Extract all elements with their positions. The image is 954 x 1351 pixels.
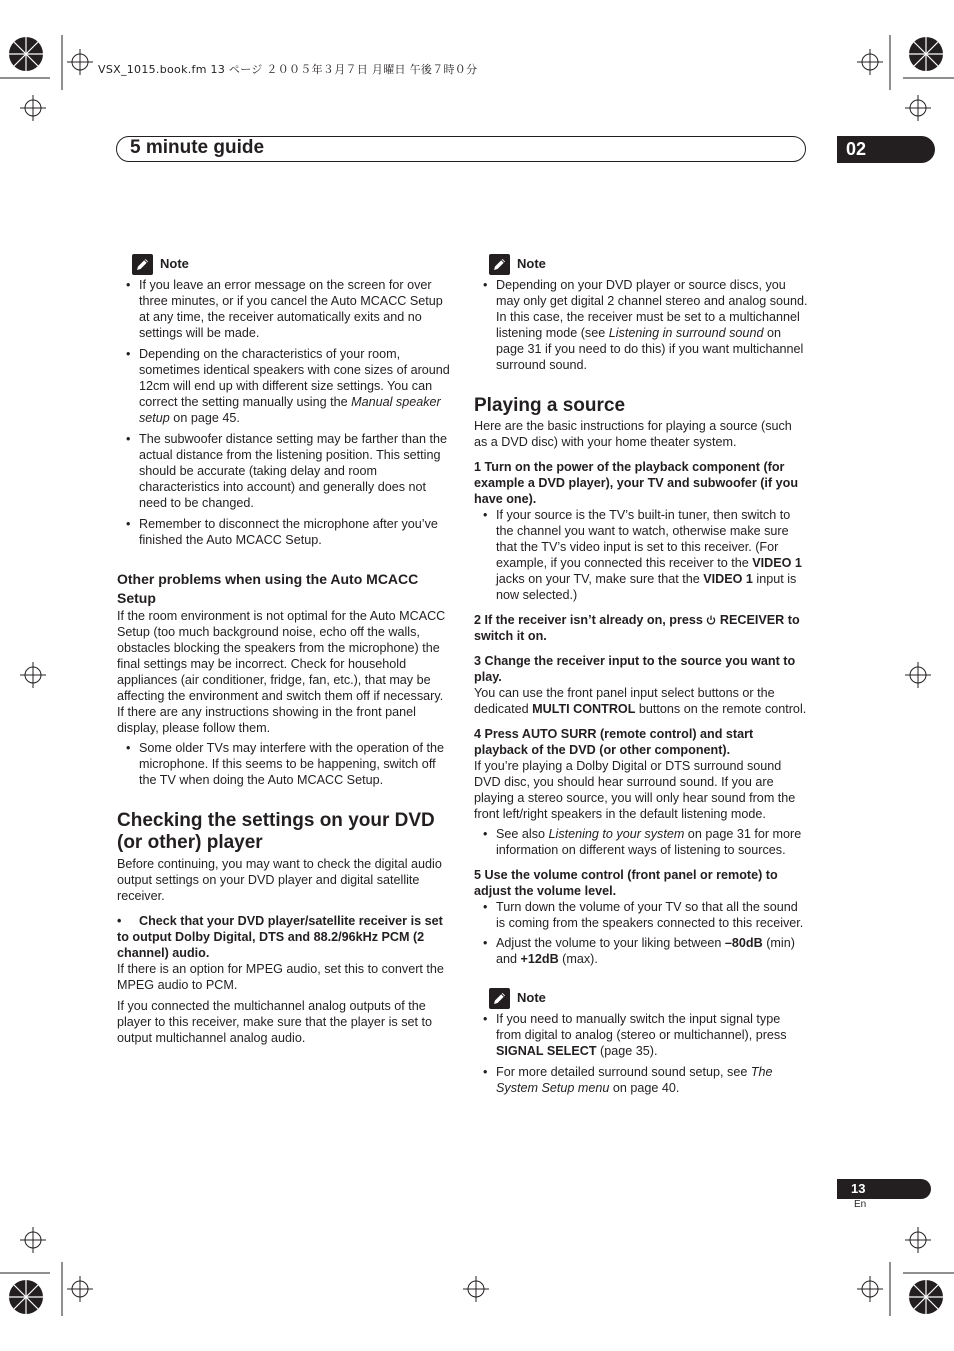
section-heading-other-problems: Other problems when using the Auto MCACC Setup bbox=[117, 571, 419, 606]
page-language: En bbox=[854, 1199, 867, 1210]
list-item: • If you leave an error message on the screen for over three minutes, or if you cancel the Auto MCACC Setup at any time, the receiver automatically exits and no settings will be made. bbox=[117, 277, 452, 341]
list-item: • Turn down the volume of your TV so that all the sound is coming from the speakers connected to this receiver. bbox=[474, 899, 808, 931]
paragraph: Here are the basic instructions for playing a source (such as a DVD disc) with your home theater system. bbox=[474, 419, 792, 449]
note-heading bbox=[132, 253, 452, 275]
pencil-icon bbox=[132, 254, 153, 275]
list-item: • If you need to manually switch the input signal type from digital to analog (stereo or multichannel), press SIGNAL SELECT (page 35). bbox=[474, 1011, 808, 1059]
paragraph: If the room environment is not optimal for the Auto MCACC Setup (too much background noise, echo off the walls, obstacles blocking the speakers from the microphone) the final settings may be incorrect. Check for household appliances (air conditioner, fridge, fan, etc.), that may be affecting the environment and switch them off if necessary. If there are any instructions showing in the front panel display, please follow them. bbox=[117, 609, 446, 735]
note-label: Note bbox=[517, 990, 546, 1005]
paragraph: If you connected the multichannel analog outputs of the player to this receiver, make sure that the player is set to output multichannel analog audio. bbox=[117, 999, 432, 1045]
list-item: • If your source is the TV’s built-in tuner, then switch to the channel you want to watch, otherwise make sure that the TV’s video input is set to this receiver. (For example, if you connected this receiver to the VIDEO 1 jacks on your TV, make sure that the VIDEO 1 input is now selected.) bbox=[474, 507, 808, 603]
note-heading bbox=[489, 253, 808, 275]
step-3: 3 Change the receiver input to the source you want to play. bbox=[474, 654, 796, 684]
note-label: Note bbox=[160, 256, 189, 271]
paragraph: You can use the front panel input select buttons or the dedicated MULTI CONTROL buttons on the remote control. bbox=[474, 686, 807, 716]
list-item: • Depending on the characteristics of your room, sometimes identical speakers with cone sizes of around 12cm will end up with different size settings. You can correct the setting manually using the Manual speaker setup on page 45. bbox=[117, 346, 452, 426]
right-column bbox=[474, 253, 808, 1096]
pencil-icon bbox=[489, 988, 510, 1009]
pencil-icon bbox=[489, 254, 510, 275]
list-item: • For more detailed surround sound setup, see The System Setup menu on page 40. bbox=[474, 1064, 808, 1096]
section-heading-playing: Playing a source bbox=[474, 395, 626, 416]
list-item: • Some older TVs may interfere with the operation of the microphone. If this seems to be happening, switch off the TV when doing the Auto MCACC Setup. bbox=[117, 740, 452, 788]
paragraph: If you’re playing a Dolby Digital or DTS surround sound DVD disc, you should hear surround sound. If you are playing a stereo source, you will only hear sound from the front left/right speakers in the default listening mode. bbox=[474, 759, 796, 821]
list-item: • Adjust the volume to your liking between –80dB (min) and +12dB (max). bbox=[474, 935, 808, 967]
chapter-badge: 02 bbox=[837, 136, 935, 163]
step-4: 4 Press AUTO SURR (remote control) and start playback of the DVD (or other component). bbox=[474, 727, 754, 757]
list-item: • Depending on your DVD player or source discs, you may only get digital 2 channel stereo and analog sound. In this case, the receiver must be set to a multichannel listening mode (see Listening in surround sound on page 31 if you need to do this) if you want multichannel surround sound. bbox=[474, 277, 808, 373]
list-item: • Remember to disconnect the microphone after you’ve finished the Auto MCACC Setup. bbox=[117, 516, 452, 548]
section-heading-checking: Checking the settings on your DVD (or other) player bbox=[117, 810, 435, 853]
step-1: 1 Turn on the power of the playback component (for example a DVD player), your TV and subwoofer (if you have one). bbox=[474, 460, 799, 506]
step-5: 5 Use the volume control (front panel or remote) to adjust the volume level. bbox=[474, 868, 778, 898]
note-label: Note bbox=[517, 256, 546, 271]
left-column bbox=[117, 253, 452, 1046]
list-item: • See also Listening to your system on page 31 for more information on different ways of listening to sources. bbox=[474, 826, 808, 858]
paragraph: Before continuing, you may want to check the digital audio output settings on your DVD player and digital satellite receiver. bbox=[117, 857, 442, 903]
page-title: 5 minute guide bbox=[130, 137, 265, 158]
page-number: 13 bbox=[837, 1179, 931, 1199]
file-header: VSX_1015.book.fm 13 ページ ２００５年３月７日 月曜日 午後７時０分 bbox=[98, 63, 478, 76]
step-2: 2 If the receiver isn’t already on, press RECEIVER to switch it on. bbox=[474, 613, 800, 643]
list-item: • The subwoofer distance setting may be farther than the actual distance from the listening position. This setting should be accurate (taking delay and room characteristics into account) and generally does not need to be changed. bbox=[117, 431, 452, 511]
paragraph: If there is an option for MPEG audio, set this to convert the MPEG audio to PCM. bbox=[117, 962, 444, 992]
power-icon bbox=[706, 615, 716, 625]
step-text: • Check that your DVD player/satellite receiver is set to output Dolby Digital, DTS and 88.2/96kHz PCM (2 channel) audio. bbox=[117, 914, 443, 960]
note-heading bbox=[489, 987, 808, 1009]
note-list bbox=[117, 277, 452, 548]
